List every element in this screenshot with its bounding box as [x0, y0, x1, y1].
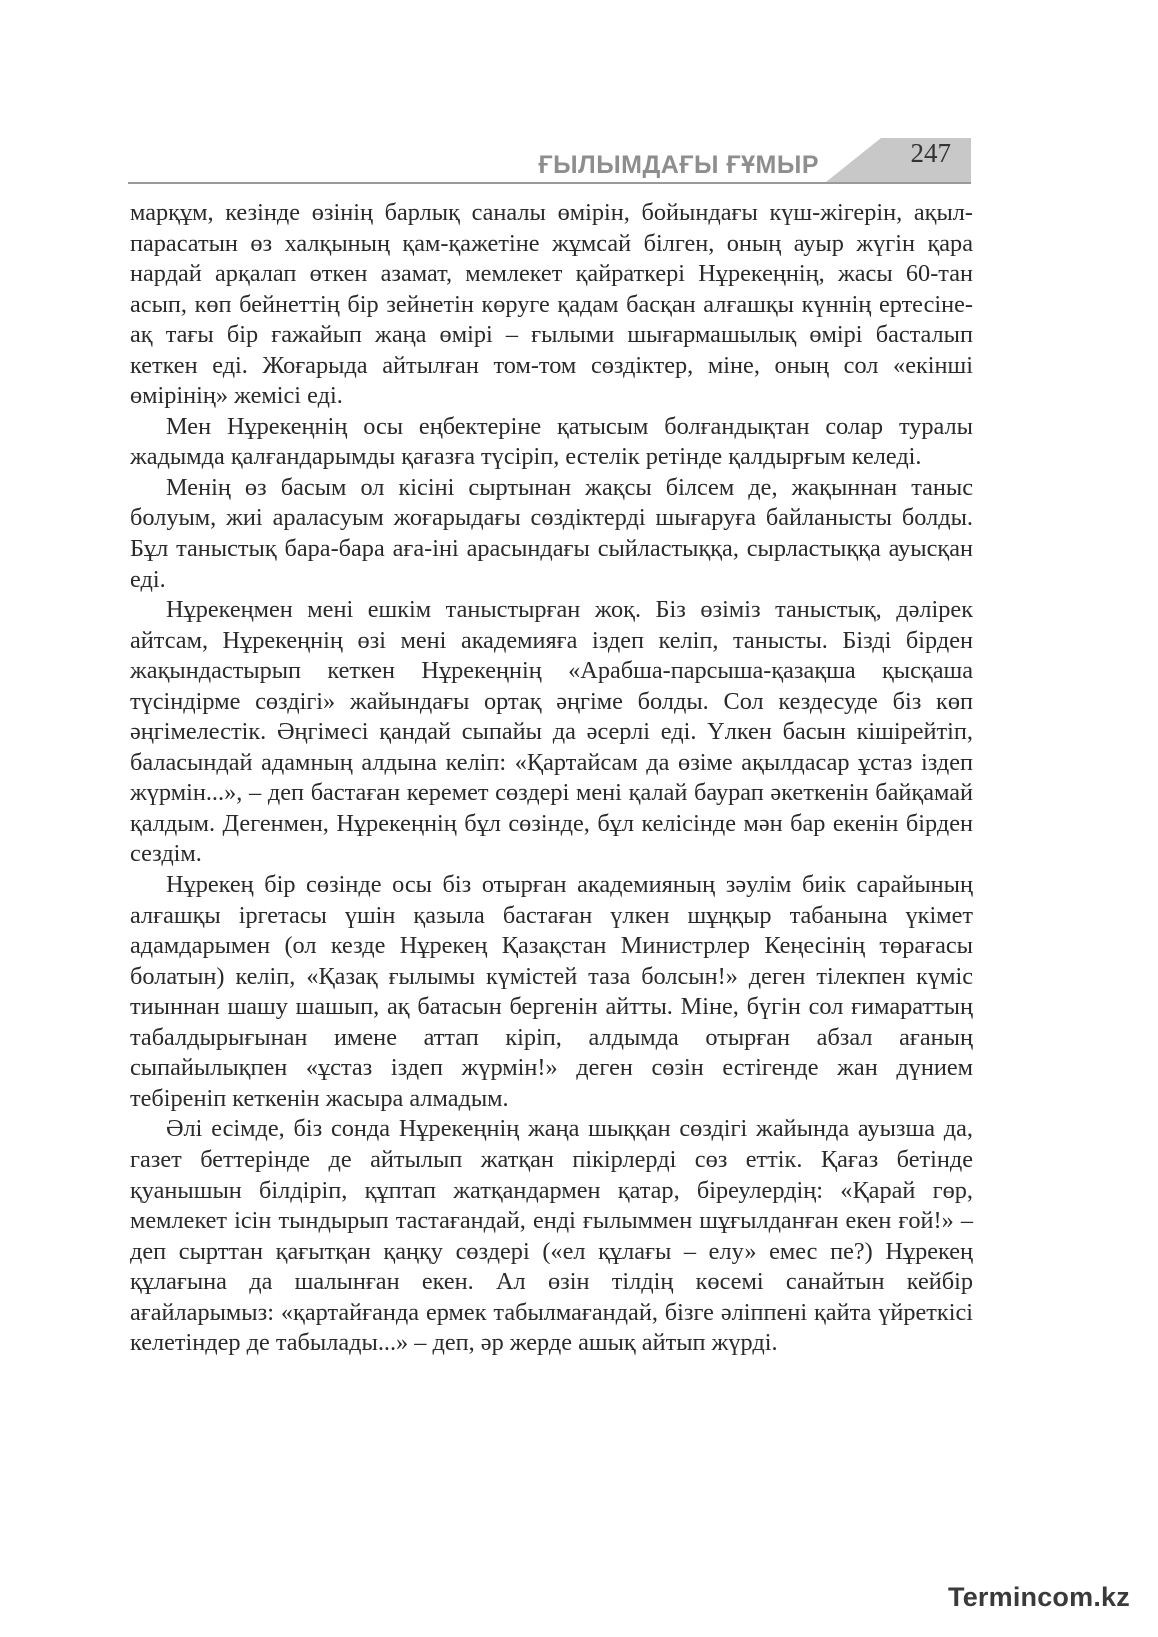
page-number: 247 — [910, 138, 951, 168]
running-header — [128, 138, 971, 184]
paragraph-5: Нұрекең бір сөзінде осы біз отырған академияның зәулім биік сарайының алғашқы іргетасы үшін қазыла бастаған үлкен шұңқыр табанына үкімет адамдарымен (ол кезде Нұрекең Қазақстан Министрлер Кеңесінің төрағасы болатын) келіп, «Қазақ ғылымы күмістей таза болсын!» деген тілекпен күміс тиыннан шашу шашып, ақ батасын бергенін айтты. Міне, бүгін сол ғимараттың табалдырығынан имене аттап кіріп, алдымда отырған абзал ағаның сыпайылықпен «ұстаз іздеп жүрмін!» деген сөзін естігенде жан дүнием тебіреніп кеткенін жасыра алмадым. — [130, 871, 973, 1112]
watermark-text: Termincom.kz — [948, 1582, 1130, 1612]
header-rule — [128, 182, 971, 184]
running-header-title: ҒЫЛЫМДАҒЫ ҒҰМЫР — [538, 151, 819, 179]
paragraph-6: Әлі есімде, біз сонда Нұрекеңнің жаңа шыққан сөздігі жайында ауызша да, газет беттерінде де айтылып жатқан пікірлерді сөз еттік. Қағаз бетінде қуанышын білдіріп, құптап жатқандармен қатар, біреулердің: «Қарай гөр, мемлекет ісін тындырып тастағандай, енді ғылыммен шұғылданған екен ғой!» – деп сырттан қағытқан қаңқу сөздері («ел құлағы – елу» емес пе?) Нұрекең құлағына да шалынған екен. Ал өзін тілдің көсемі санайтын кейбір ағайларымыз: «қартайғанда ермек табылмағандай, бізге әліппені қайта үйреткісі келетіндер де табылады...» – деп, әр жерде ашық айтып жүрді. — [130, 1115, 973, 1357]
watermark-logo — [948, 1582, 1138, 1622]
paragraph-4: Нұрекеңмен мені ешкім таныстырған жоқ. Біз өзіміз таныстық, дәлірек айтсам, Нұрекеңнің өзі мені академияға іздеп келіп, танысты. Бізді бірден жақындастырып кеткен Нұрекеңнің «Арабша-парсыша-қазақша қысқаша түсіндірме сөздігі» жайындағы ортақ әңгіме болды. Сол кездесуде біз көп әңгімелестік. Әңгімесі қандай сыпайы да әсерлі еді. Үлкен басын кішірейтіп, баласындай адамның алдына келіп: «Қартайсам да өзіме ақылдасар ұстаз іздеп жүрмін...», – деп бастаған керемет сөздері мені қалай баурап әкеткенін байқамай қалдым. Дегенмен, Нұрекеңнің бұл сөзінде, бұл келісінде мән бар екенін бірден сездім. — [130, 596, 973, 868]
paragraph-1: марқұм, кезінде өзінің барлық саналы өмірін, бойындағы күш-жігерін, ақыл-парасатын өз халқының қам-қажетіне жұмсай білген, оның ауыр жүгін қара нардай арқалап өткен азамат, мемлекет қайраткері Нұрекеңнің, жасы 60-тан асып, көп бейнеттің бір зейнетін көруге қадам басқан алғашқы күннің ертесіне-ақ тағы бір ғажайып жаңа өмірі – ғылыми шығармашылық өмірі басталып кеткен еді. Жоғарыда айтылған том-том сөздіктер, міне, оның сол «екінші өмірінің» жемісі еді. — [130, 199, 973, 410]
body-text — [130, 198, 973, 1359]
paragraph-3: Менің өз басым ол кісіні сыртынан жақсы білсем де, жақыннан таныс болуым, жиі араласуым жоғарыдағы сөздіктерді шығаруға байланысты болды. Бұл таныстық бара-бара аға-іні арасындағы сыйластыққа, сырластыққа ауысқан еді. — [130, 473, 973, 593]
paragraph-2: Мен Нұрекеңнің осы еңбектеріне қатысым болғандықтан солар туралы жадымда қалғандарымды қағазға түсіріп, естелік ретінде қалдырғым келеді. — [130, 412, 973, 471]
